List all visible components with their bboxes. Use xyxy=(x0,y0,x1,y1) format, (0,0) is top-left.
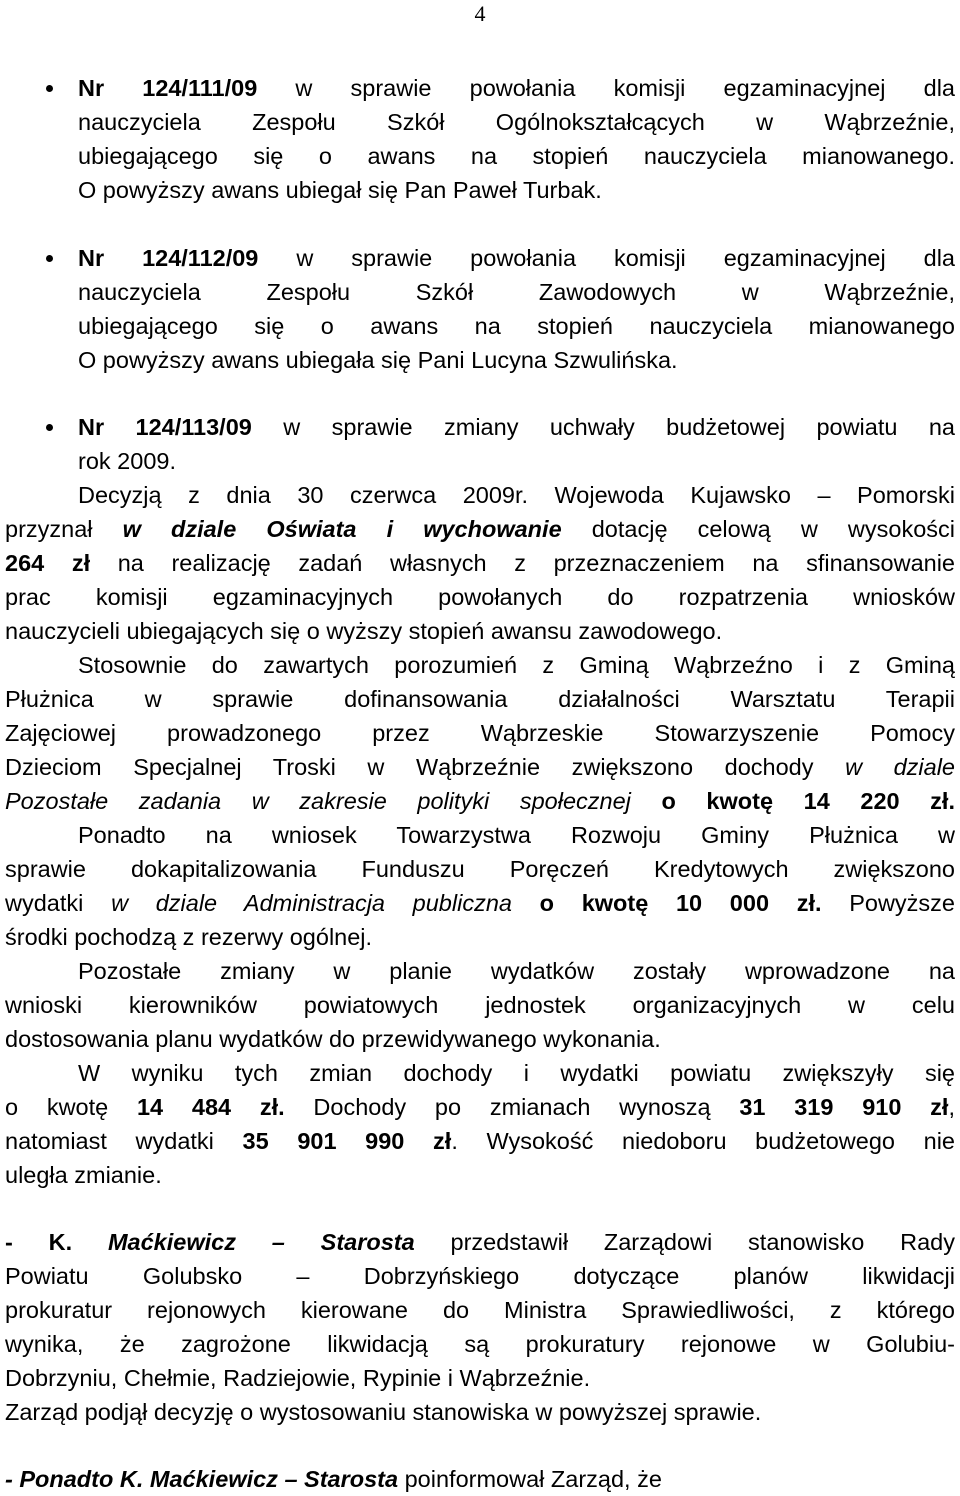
document-body xyxy=(5,71,955,1496)
paragraph-other-changes: Pozostałe zmiany w planie wydatków zostały wprowadzone na wnioski kierowników powiatowych jednostek organizacyjnych w celu dostosowania planu wydatków do przewidywanego wykonania. xyxy=(5,958,955,1052)
bullet-icon xyxy=(46,424,53,431)
list-item: Nr 124/113/09 w sprawie zmiany uchwały budżetowej powiatu na rok 2009. Decyzją z dnia 30 czerwca 2009r. Wojewoda Kujawsko – Pomorski xyxy=(5,410,955,512)
bullet-icon xyxy=(46,85,53,92)
paragraph-capitalization: Ponadto na wniosek Towarzystwa Rozwoju Gminy Płużnica w sprawie dokapitalizowania Funduszu Poręczeń Kredytowych zwiększono wydatki w dziale Administracja publiczna o kwotę 10 000 zł. Powyższe środki pochodzą z rezerwy ogólnej. xyxy=(5,822,955,950)
bullet-icon xyxy=(46,255,53,262)
paragraph-closing: - Ponadto K. Maćkiewicz – Starosta poinformował Zarząd, że xyxy=(5,1466,662,1492)
paragraph-prosecutors: - K. Maćkiewicz – Starosta przedstawił Zarządowi stanowisko Rady Powiatu Golubsko – Dobrzyńskiego dotyczące planów likwidacji prokuratur rejonowych kierowane do Ministra Sprawiedliwości, z którego wynika, że zagrożone likwidacją są prokuratury rejonowe w Golubiu- Dobrzyniu, Chełmie, Radziejowie, Rypinie i Wąbrzeźnie. Zarząd podjął decyzję o wystosowaniu stanowiska w powyższej sprawie. xyxy=(5,1229,955,1425)
paragraph-agreements: Stosownie do zawartych porozumień z Gminą Wąbrzeźno i z Gminą Płużnica w sprawie dofinansowania działalności Warsztatu Terapii Zajęciowej prowadzonego przez Wąbrzeskie Stowarzyszenie Pomocy Dzieciom Specjalnej Troski w Wąbrzeźnie zwiększono dochody w dziale Pozostałe zadania w zakresie polityki społecznej o kwotę 14 220 zł. xyxy=(5,652,955,814)
page-number: 4 xyxy=(474,1,486,26)
list-item: Nr 124/111/09 w sprawie powołania komisji egzaminacyjnej dla nauczyciela Zespołu Szkół Ogólnokształcących w Wąbrzeźnie, ubiegającego się o awans na stopień nauczyciela mianowanego. O powyższy awans ubiegał się Pan Paweł Turbak. xyxy=(5,71,955,207)
list-item: Nr 124/112/09 w sprawie powołania komisji egzaminacyjnej dla nauczyciela Zespołu Szkół Zawodowych w Wąbrzeźnie, ubiegającego się o awans na stopień nauczyciela mianowanego O powyższy awans ubiegała się Pani Lucyna Szwulińska. xyxy=(5,241,955,377)
paragraph-subsidy: przyznał w dziale Oświata i wychowanie dotację celową w wysokości 264 zł na realizację zadań własnych z przeznaczeniem na sfinansowanie prac komisji egzaminacyjnych powołanych do rozpatrzenia wniosków nauczycieli ubiegających się o wyższy stopień awansu zawodowego. xyxy=(5,516,955,644)
paragraph-totals: W wyniku tych zmian dochody i wydatki powiatu zwiększyły się o kwotę 14 484 zł. Dochody po zmianach wynoszą 31 319 910 zł, natomiast wydatki 35 901 990 zł. Wysokość niedoboru budżetowego nie uległa zmianie. xyxy=(5,1060,955,1188)
